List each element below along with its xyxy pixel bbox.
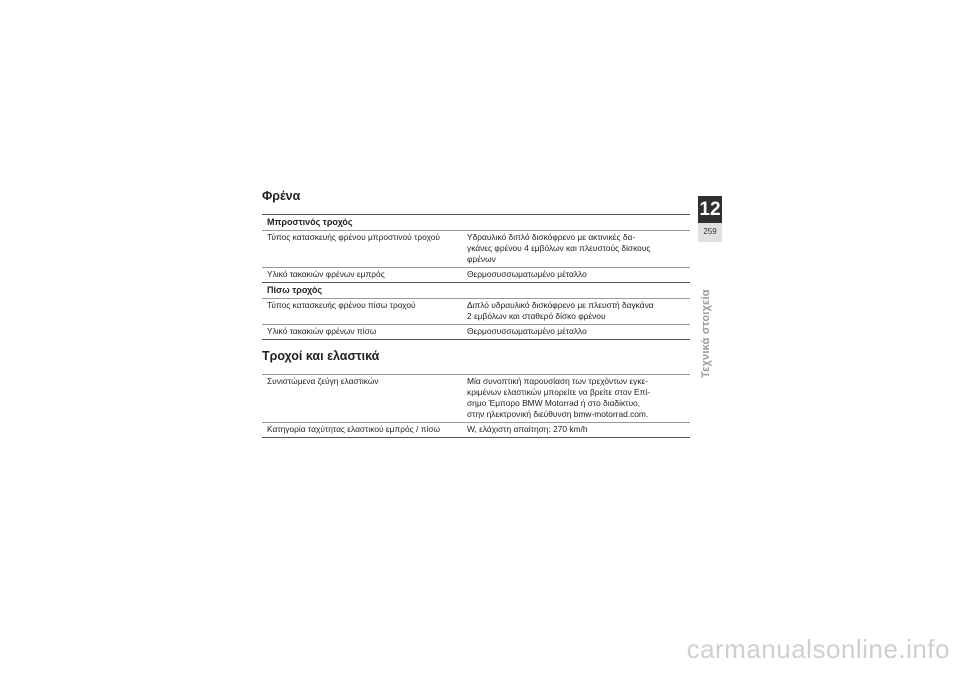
- row-value: [467, 424, 690, 435]
- value-line: Θερμοσυσσωματωμένο μέταλλο: [467, 269, 587, 279]
- table-row: [262, 324, 690, 340]
- row-label: Συνιστώμενα ζεύγη ελαστικών: [267, 376, 379, 386]
- row-value: [467, 232, 690, 265]
- main-content: [262, 188, 690, 438]
- watermark: carmanualsonline.info: [686, 634, 950, 664]
- row-value: [467, 300, 690, 322]
- value-line: W, ελάχιστη απαίτηση: 270 km/h: [467, 424, 588, 434]
- value-line: στην ηλεκτρονική διεύθυνση bmw-motorrad.com.: [467, 409, 649, 419]
- row-value: [467, 326, 690, 337]
- chapter-tab: [698, 196, 722, 242]
- table-row: [262, 298, 690, 324]
- row-label: Κατηγορία ταχύτητας ελαστικού εμπρός / πίσω: [267, 424, 441, 434]
- value-line: κριμένων ελαστικών μπορείτε να βρείτε στον Επί-: [467, 387, 651, 397]
- table-row: [262, 422, 690, 438]
- row-value: [467, 269, 690, 280]
- value-line: Υδραυλικό διπλό δισκόφρενο με ακτινικές δα-: [467, 232, 636, 242]
- subheader-front-wheel: Μπροστινός τροχός: [262, 214, 690, 230]
- table-row: [262, 374, 690, 422]
- value-line: γκάνες φρένου 4 εμβόλων και πλευστούς δίσκους: [467, 243, 651, 253]
- value-line: Διπλό υδραυλικό δισκόφρενο με πλευστή δαγκάνα: [467, 300, 654, 310]
- value-line: Θερμοσυσσωματωμένο μέταλλο: [467, 326, 587, 336]
- value-line: Μία συνοπτική παρουσίαση των τρεχόντων εγκε-: [467, 376, 649, 386]
- row-label: Υλικό τακακιών φρένων πίσω: [267, 326, 377, 336]
- section-title-brakes: Φρένα: [262, 189, 301, 203]
- row-label: Υλικό τακακιών φρένων εμπρός: [267, 269, 385, 279]
- page-number: 259: [703, 227, 717, 236]
- chapter-number: 12: [699, 199, 721, 220]
- section-title-wheels: Τροχοί και ελαστικά: [262, 349, 380, 363]
- table-row: [262, 230, 690, 267]
- row-value: [467, 376, 690, 420]
- value-line: σημο Έμπορο BMW Motorrad ή στο διαδίκτυο,: [467, 398, 641, 408]
- row-label: Τύπος κατασκευής φρένου μπροστινού τροχού: [267, 232, 441, 242]
- subheader-rear-wheel: Πίσω τροχός: [262, 282, 690, 298]
- value-line: φρένων: [467, 254, 496, 264]
- table-row: [262, 267, 690, 282]
- chapter-side-title: Τεχνικά στοιχεία: [700, 289, 712, 378]
- value-line: 2 εμβόλων και σταθερό δίσκο φρένου: [467, 311, 606, 321]
- row-label: Τύπος κατασκευής φρένου πίσω τροχού: [267, 300, 416, 310]
